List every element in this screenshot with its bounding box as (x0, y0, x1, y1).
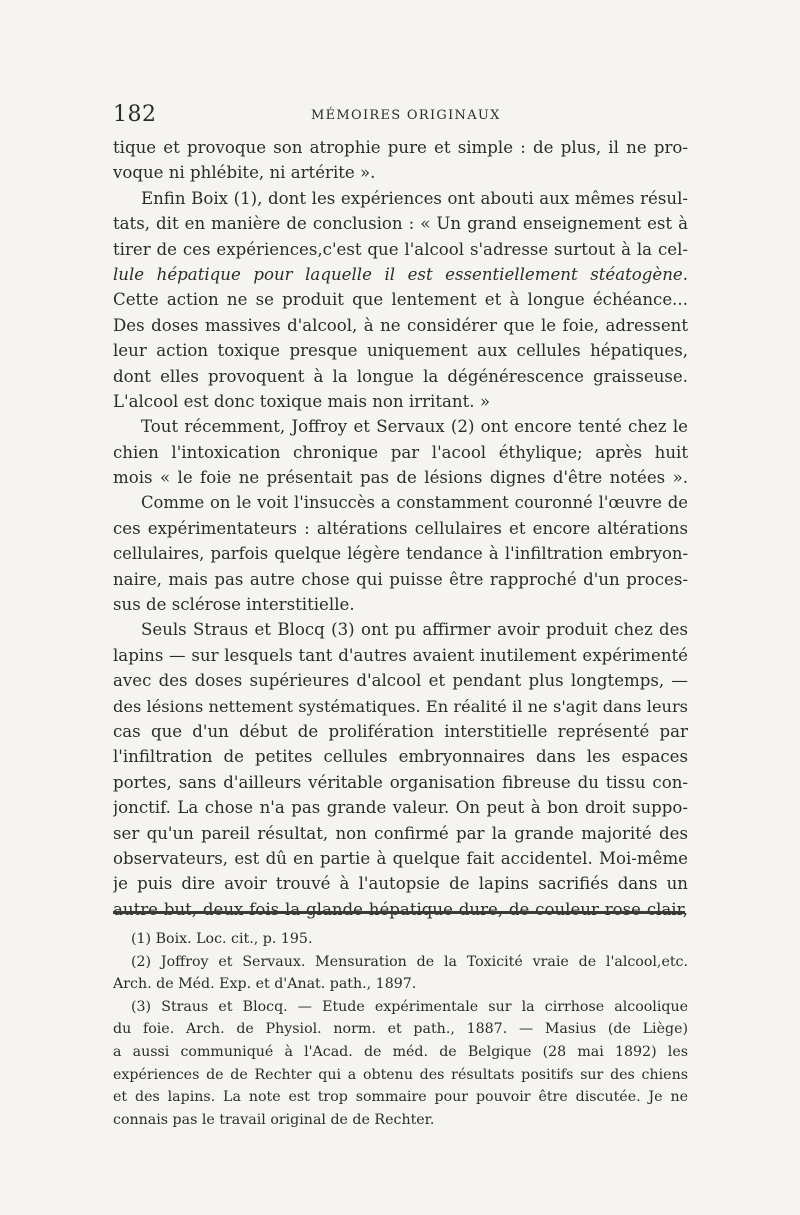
body-text (113, 135, 688, 922)
footnote-line: a aussi communiqué à l'Acad. de méd. de Belgique (28 mai 1892) les (113, 1043, 688, 1060)
footnote-line: et des lapins. La note est trop sommaire pour pouvoir être discutée. Je ne (113, 1089, 688, 1106)
running-title: MÉMOIRES ORIGINAUX (311, 108, 501, 123)
body-line: avec des doses supérieures d'alcool et pendant plus longtemps, — (113, 671, 688, 691)
body-line: l'infiltration de petites cellules embryonnaires dans les espaces (113, 747, 688, 767)
body-line: cas que d'un début de prolifération interstitielle représenté par (113, 721, 688, 741)
body-line: des lésions nettement systématiques. En réalité il ne s'agit dans leurs (113, 696, 688, 716)
body-line: Seuls Straus et Blocq (3) ont pu affirmer avoir produit chez des (141, 620, 688, 640)
body-line: Enfin Boix (1), dont les expériences ont abouti aux mêmes résul- (141, 188, 688, 208)
body-line: Des doses massives d'alcool, à ne considérer que le foie, adressent (113, 315, 688, 335)
body-line: Comme on le voit l'insuccès a constamment couronné l'œuvre de (141, 493, 688, 513)
body-line: mois « le foie ne présentait pas de lésions dignes d'être notées ». (113, 468, 688, 488)
footnote-rule (113, 911, 685, 914)
body-line: jonctif. La chose n'a pas grande valeur. On peut à bon droit suppo- (113, 798, 688, 818)
body-line: leur action toxique presque uniquement aux cellules hépatiques, (113, 341, 688, 361)
body-line: tique et provoque son atrophie pure et simple : de plus, il ne pro- (113, 138, 688, 157)
page-header (113, 102, 693, 132)
body-line: naire, mais pas autre chose qui puisse être rapproché d'un proces- (113, 569, 688, 589)
body-line: autre but, deux fois la glande hépatique dure, de couleur rose clair, (113, 899, 688, 919)
body-line: ser qu'un pareil résultat, non confirmé par la grande majorité des (113, 823, 688, 843)
body-line: je puis dire avoir trouvé à l'autopsie de lapins sacrifiés dans un (113, 874, 688, 894)
body-line: tats, dit en manière de conclusion : « Un grand enseignement est à (113, 214, 688, 234)
footnote-line: Arch. de Méd. Exp. et d'Anat. path., 1897. (113, 976, 417, 993)
body-line: cellulaires, parfois quelque légère tendance à l'infiltration embryon- (113, 544, 688, 564)
body-line: ces expérimentateurs : altérations cellulaires et encore altérations (113, 518, 688, 538)
body-line: dont elles provoquent à la longue la dégénérescence graisseuse. (113, 366, 688, 386)
body-line: voque ni phlébite, ni artérite ». (113, 163, 376, 183)
footnotes (113, 928, 688, 1131)
page-number: 182 (113, 102, 157, 127)
body-line: L'alcool est donc toxique mais non irritant. » (113, 391, 490, 411)
body-line: lapins — sur lesquels tant d'autres avaient inutilement expérimenté (113, 645, 688, 665)
body-line: observateurs, est dû en partie à quelque fait accidentel. Moi-même (113, 848, 688, 868)
footnote-line: expériences de de Rechter qui a obtenu des résultats positifs sur des chiens (113, 1066, 688, 1083)
body-line: Tout récemment, Joffroy et Servaux (2) ont encore tenté chez le (141, 417, 688, 437)
footnote-line: (3) Straus et Blocq. — Etude expérimentale sur la cirrhose alcoolique (131, 998, 688, 1015)
footnote-line: connais pas le travail original de de Rechter. (113, 1111, 435, 1128)
body-line: sus de sclérose interstitielle. (113, 595, 355, 615)
footnote-line: du foie. Arch. de Physiol. norm. et path., 1887. — Masius (de Liège) (113, 1021, 688, 1038)
body-line: lule hépatique pour laquelle il est essentiellement stéatogène. (113, 264, 688, 284)
body-line: tirer de ces expériences,c'est que l'alcool s'adresse surtout à la cel- (113, 239, 688, 259)
footnote-line: (2) Joffroy et Servaux. Mensuration de la Toxicité vraie de l'alcool,etc. (131, 953, 688, 970)
body-line: chien l'intoxication chronique par l'acool éthylique; après huit (113, 442, 688, 462)
footnote-line: (1) Boix. Loc. cit., p. 195. (131, 931, 313, 947)
body-line: portes, sans d'ailleurs véritable organisation fibreuse du tissu con- (113, 772, 688, 792)
body-line: Cette action ne se produit que lentement et à longue échéance... (113, 290, 688, 310)
